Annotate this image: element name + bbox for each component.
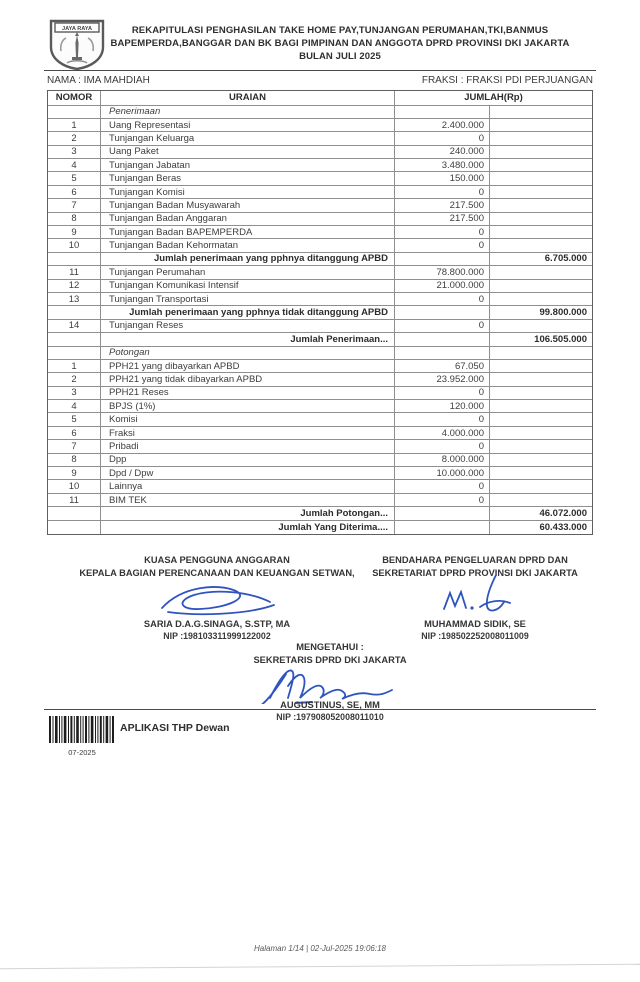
table-cell: 0	[395, 387, 490, 399]
header-jumlah: JUMLAH(Rp)	[464, 92, 523, 104]
right-role-line-1: BENDAHARA PENGELUARAN DPRD DAN	[382, 555, 568, 565]
table-cell	[490, 226, 592, 238]
title-line-1: REKAPITULASI PENGHASILAN TAKE HOME PAY,TUNJANGAN PERUMAHAN,TKI,BANMUS	[131, 25, 549, 36]
right-signature-stroke-icon	[430, 573, 520, 617]
table-cell: 5	[48, 413, 101, 425]
table-cell: 46.072.000	[539, 507, 587, 519]
left-role-line-2: KEPALA BAGIAN PERENCANAAN DAN KEUANGAN SETWAN,	[79, 567, 355, 578]
table-cell: 8	[48, 213, 101, 225]
table-cell	[490, 293, 592, 305]
table-cell: 78.800.000	[395, 266, 490, 278]
table-cell: 7	[48, 440, 101, 452]
table-cell	[48, 347, 101, 359]
page-footer: Halaman 1/14 | 02-Jul-2025 19:06:18	[254, 944, 386, 953]
table-cell: 106.505.000	[534, 333, 587, 345]
table-row	[48, 413, 592, 426]
table-cell	[490, 239, 592, 251]
table-row	[48, 373, 592, 386]
table-row	[48, 387, 592, 400]
table-row	[48, 159, 592, 172]
app-label: APLIKASI THP Dewan	[120, 722, 230, 734]
table-cell: Komisi	[101, 413, 395, 425]
table-row	[48, 132, 592, 145]
table-cell: Tunjangan Badan Musyawarah	[101, 199, 395, 211]
table-cell: 1	[48, 119, 101, 131]
barcode-label: 07-2025	[68, 748, 96, 757]
table-cell: 150.000	[395, 172, 490, 184]
table-cell	[490, 360, 592, 372]
table-cell: 4.000.000	[395, 427, 490, 439]
table-cell: 99.800.000	[539, 307, 587, 319]
table-cell	[490, 146, 592, 158]
header-divider	[44, 70, 596, 71]
middle-signature-stroke-icon	[260, 664, 400, 704]
title-line-2: BAPEMPERDA,BANGGAR DAN BK BAGI PIMPINAN DAN ANGGOTA DPRD PROVINSI DKI JAKARTA	[110, 38, 570, 49]
table-cell: PPH21 Reses	[101, 387, 395, 399]
table-row	[48, 199, 592, 212]
table-row	[48, 347, 592, 360]
table-cell: Jumlah penerimaan yang pphnya tidak ditanggung APBD	[101, 306, 395, 318]
table-cell: Uang Representasi	[101, 119, 395, 131]
table-cell: 13	[48, 293, 101, 305]
table-cell: Dpd / Dpw	[101, 467, 395, 479]
footer-divider	[44, 709, 596, 710]
table-cell: Potongan	[101, 347, 395, 359]
table-row	[48, 213, 592, 226]
member-name: NAMA : IMA MAHDIAH	[47, 75, 150, 86]
table-cell	[490, 373, 592, 385]
table-cell: 240.000	[395, 146, 490, 158]
table-cell: 8.000.000	[395, 454, 490, 466]
table-row	[48, 186, 592, 199]
table-cell: 0	[395, 293, 490, 305]
table-cell	[490, 132, 592, 144]
table-cell: Tunjangan Badan Kehormatan	[101, 239, 395, 251]
table-cell: 11	[48, 494, 101, 506]
table-cell: Tunjangan Komisi	[101, 186, 395, 198]
table-cell	[395, 106, 490, 118]
middle-signer-name: AUGUSTINUS, SE, MM	[280, 700, 380, 710]
table-cell: Jumlah Penerimaan...	[101, 333, 395, 345]
right-signer-name: MUHAMMAD SIDIK, SE	[424, 619, 526, 629]
table-row	[48, 253, 592, 266]
table-cell	[490, 440, 592, 452]
table-cell: BIM TEK	[101, 494, 395, 506]
table-cell: 0	[395, 239, 490, 251]
table-cell: 0	[395, 494, 490, 506]
table-cell	[490, 106, 592, 118]
middle-role-line-1: MENGETAHUI :	[296, 642, 364, 652]
table-cell: 7	[48, 199, 101, 211]
table-cell	[490, 494, 592, 506]
table-cell: 9	[48, 467, 101, 479]
table-cell: 3	[48, 146, 101, 158]
table-cell: 6	[48, 427, 101, 439]
table-cell	[490, 213, 592, 225]
identity-row	[47, 75, 593, 86]
signature-block-left	[47, 554, 387, 641]
table-cell	[490, 480, 592, 492]
salary-table	[47, 90, 593, 535]
table-cell	[490, 186, 592, 198]
table-row	[48, 521, 592, 534]
table-cell	[395, 521, 490, 534]
barcode-block	[47, 716, 117, 757]
table-cell: 9	[48, 226, 101, 238]
table-cell: 0	[395, 413, 490, 425]
table-cell: Lainnya	[101, 480, 395, 492]
table-cell: Tunjangan Transportasi	[101, 293, 395, 305]
table-cell	[490, 280, 592, 292]
table-cell	[48, 521, 101, 534]
table-cell: 67.050	[395, 360, 490, 372]
table-cell: 23.952.000	[395, 373, 490, 385]
table-row	[48, 239, 592, 252]
table-row	[48, 333, 592, 346]
middle-signer-nip: NIP :197908052008011010	[276, 712, 384, 722]
table-cell: 217.500	[395, 199, 490, 211]
table-cell: 3	[48, 387, 101, 399]
table-cell: Fraksi	[101, 427, 395, 439]
table-row	[48, 320, 592, 333]
table-cell: Jumlah Yang Diterima....	[101, 521, 395, 534]
table-cell: 3.480.000	[395, 159, 490, 171]
middle-role-line-2: SEKRETARIS DPRD DKI JAKARTA	[253, 654, 407, 665]
table-row	[48, 494, 592, 507]
table-cell: BPJS (1%)	[101, 400, 395, 412]
table-cell: 14	[48, 320, 101, 332]
table-cell: 4	[48, 159, 101, 171]
left-signature-stroke-icon	[152, 581, 282, 617]
left-role-line-1: KUASA PENGGUNA ANGGARAN	[144, 555, 290, 565]
header-nomor: NOMOR	[48, 91, 101, 105]
table-row	[48, 507, 592, 520]
table-row	[48, 226, 592, 239]
table-cell: Tunjangan Badan Anggaran	[101, 213, 395, 225]
table-row	[48, 266, 592, 279]
table-cell: Dpp	[101, 454, 395, 466]
table-cell	[490, 320, 592, 332]
table-row	[48, 280, 592, 293]
table-row	[48, 454, 592, 467]
table-cell	[48, 333, 101, 345]
table-cell: Tunjangan Keluarga	[101, 132, 395, 144]
table-cell	[490, 199, 592, 211]
table-cell: 6	[48, 186, 101, 198]
table-header-row	[48, 91, 592, 106]
table-cell: Tunjangan Perumahan	[101, 266, 395, 278]
table-cell	[395, 306, 490, 318]
table-cell: Tunjangan Badan BAPEMPERDA	[101, 226, 395, 238]
table-cell: 10.000.000	[395, 467, 490, 479]
table-row	[48, 106, 592, 119]
right-role-line-2: SEKRETARIAT DPRD PROVINSI DKI JAKARTA	[372, 567, 578, 578]
table-cell: 120.000	[395, 400, 490, 412]
table-cell: 11	[48, 266, 101, 278]
logo-banner-text: JAYA RAYA	[61, 26, 93, 32]
barcode-icon	[49, 716, 115, 743]
document-title	[90, 24, 590, 63]
table-cell: 10	[48, 480, 101, 492]
table-cell	[395, 253, 490, 265]
table-cell: PPH21 yang dibayarkan APBD	[101, 360, 395, 372]
table-cell	[48, 106, 101, 118]
table-cell: Jumlah Potongan...	[101, 507, 395, 519]
table-cell: 0	[395, 226, 490, 238]
signature-block-right	[355, 554, 595, 641]
table-cell	[48, 507, 101, 519]
table-cell: 0	[395, 480, 490, 492]
table-cell	[395, 333, 490, 345]
table-cell: 0	[395, 132, 490, 144]
table-cell: Tunjangan Jabatan	[101, 159, 395, 171]
table-cell: Penerimaan	[101, 106, 395, 118]
table-row	[48, 119, 592, 132]
table-row	[48, 360, 592, 373]
table-cell	[490, 400, 592, 412]
table-cell	[490, 454, 592, 466]
table-row	[48, 293, 592, 306]
table-cell	[490, 172, 592, 184]
table-cell: 0	[395, 186, 490, 198]
table-cell: 8	[48, 454, 101, 466]
table-cell: 0	[395, 320, 490, 332]
table-row	[48, 146, 592, 159]
table-cell: 2.400.000	[395, 119, 490, 131]
table-cell	[490, 427, 592, 439]
table-cell: 2	[48, 132, 101, 144]
fraction-name: FRAKSI : FRAKSI PDI PERJUANGAN	[421, 75, 593, 86]
table-row	[48, 480, 592, 493]
table-cell	[395, 507, 490, 519]
table-cell: 21.000.000	[395, 280, 490, 292]
table-row	[48, 172, 592, 185]
table-cell: 6.705.000	[544, 253, 587, 265]
table-cell	[490, 467, 592, 479]
table-cell: 4	[48, 400, 101, 412]
left-signer-nip: NIP :198103311999122002	[163, 631, 271, 641]
table-row	[48, 440, 592, 453]
table-cell: 217.500	[395, 213, 490, 225]
left-signer-name: SARIA D.A.G.SINAGA, S.STP, MA	[143, 619, 291, 629]
table-cell: 10	[48, 239, 101, 251]
table-row	[48, 467, 592, 480]
table-cell	[490, 119, 592, 131]
table-cell	[395, 347, 490, 359]
table-cell: Tunjangan Komunikasi Intensif	[101, 280, 395, 292]
table-cell: Tunjangan Beras	[101, 172, 395, 184]
table-cell: PPH21 yang tidak dibayarkan APBD	[101, 373, 395, 385]
table-cell: Tunjangan Reses	[101, 320, 395, 332]
table-cell	[48, 253, 101, 265]
table-cell: 1	[48, 360, 101, 372]
table-cell	[490, 387, 592, 399]
table-cell: Uang Paket	[101, 146, 395, 158]
table-cell: 0	[395, 440, 490, 452]
table-cell: 12	[48, 280, 101, 292]
header-uraian: URAIAN	[101, 91, 395, 105]
table-cell: Jumlah penerimaan yang pphnya ditanggung APBD	[101, 253, 395, 265]
table-row	[48, 306, 592, 319]
table-cell	[48, 306, 101, 318]
right-signer-nip: NIP :198502252008011009	[421, 631, 529, 641]
table-row	[48, 427, 592, 440]
table-cell	[490, 266, 592, 278]
table-cell: 60.433.000	[539, 521, 587, 533]
table-cell	[490, 413, 592, 425]
table-cell: 5	[48, 172, 101, 184]
table-cell: Pribadi	[101, 440, 395, 452]
title-line-3: BULAN JULI 2025	[299, 51, 381, 62]
table-body	[48, 106, 592, 535]
table-cell	[490, 347, 592, 359]
table-cell: 2	[48, 373, 101, 385]
table-cell	[490, 159, 592, 171]
scan-artifact-line	[0, 964, 640, 969]
table-row	[48, 400, 592, 413]
